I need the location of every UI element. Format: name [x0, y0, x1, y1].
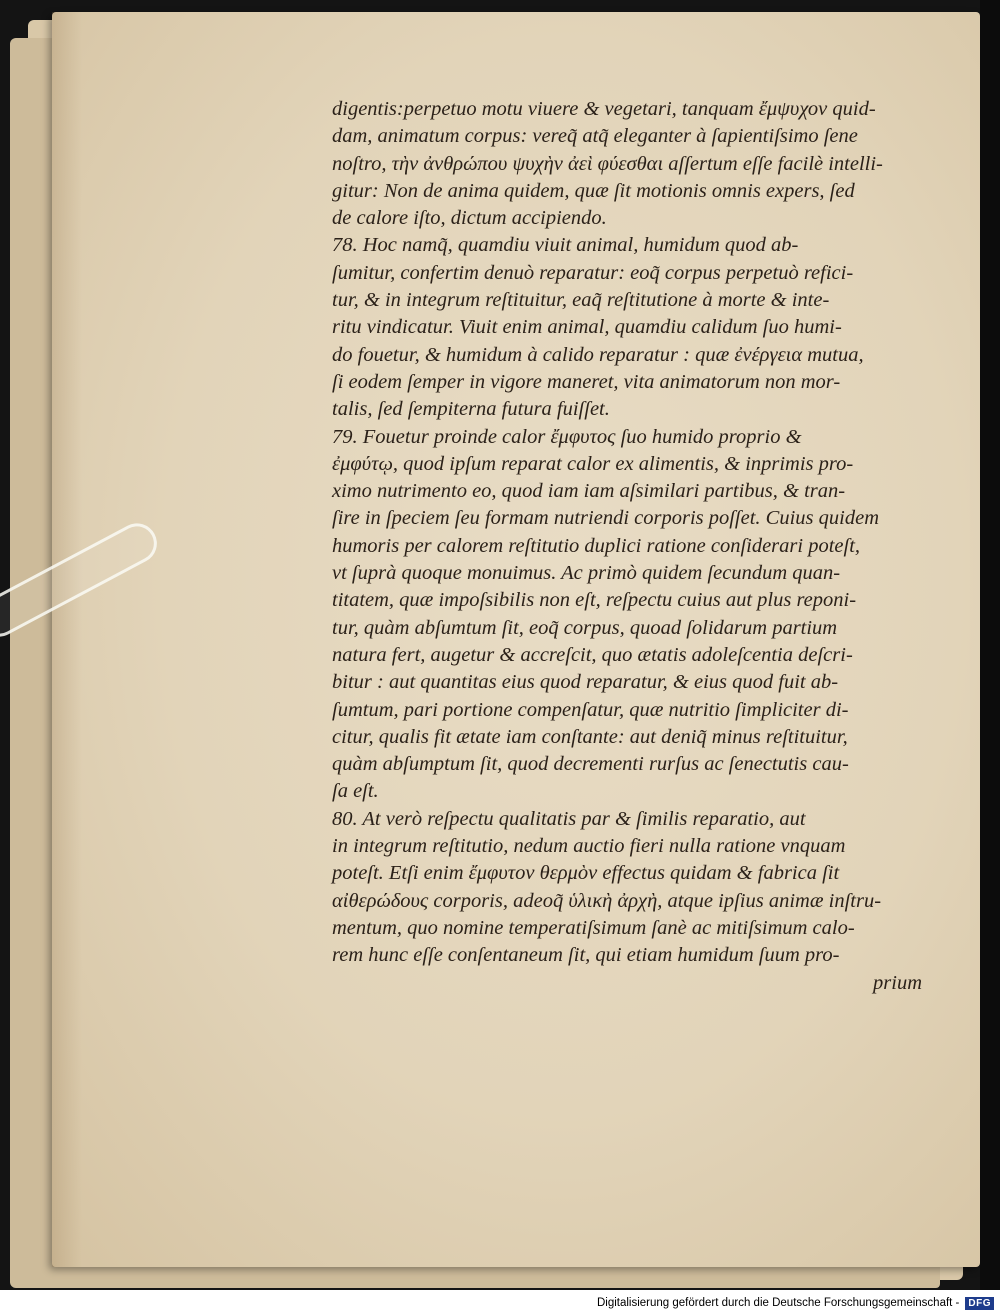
text-line: noſtro, τὴν ἀνθρώπου ψυχὴν ἀεὶ φύεσθαι aſſertum eſſe facilè intelli- — [332, 152, 883, 175]
text-line: 80. At verò reſpectu qualitatis par & ſimilis reparatio, aut — [332, 807, 806, 830]
text-line: citur, qualis fit ætate iam conſtante: aut deniq̃ minus reſtituitur, — [332, 725, 848, 748]
text-line: dam, animatum corpus: vereq̃ atq̃ eleganter à ſapientiſsimo ſene — [332, 125, 858, 148]
text-line: 78. Hoc namq̃, quamdiu viuit animal, humidum quod ab- — [332, 234, 799, 257]
text-line: humoris per calorem reſtitutio duplici ratione conſiderari poteſt, — [332, 534, 861, 557]
text-line: titatem, quæ impoſsibilis non eſt, reſpectu cuius aut plus reponi- — [332, 589, 857, 612]
catchword: prium — [873, 971, 922, 994]
text-line: digentis:perpetuo motu viuere & vegetari, tanquam ἔμψυχον quid- — [332, 98, 876, 120]
text-line: ritu vindicatur. Viuit enim animal, quamdiu calidum ſuo humi- — [332, 316, 842, 339]
text-line: do fouetur, & humidum à calido reparatur : quæ ἐνέργεια mutua, — [332, 343, 864, 366]
text-line: in integrum reſtitutio, nedum auctio fieri nulla ratione vnquam — [332, 835, 846, 858]
paragraph-78 — [332, 232, 922, 423]
text-line: talis, ſed ſempiterna futura fuiſſet. — [332, 398, 610, 421]
text-line: ſi eodem ſemper in vigore maneret, vita animatorum non mor- — [332, 370, 841, 393]
text-line: quàm abſumptum ſit, quod decrementi rurſus ac ſenectutis cau- — [332, 753, 849, 776]
text-line: de calore iſto, dictum accipiendo. — [332, 207, 607, 230]
text-line: natura fert, augetur & accreſcit, quo ætatis adoleſcentia deſcri- — [332, 643, 853, 666]
text-line: gitur: Non de anima quidem, quæ ſit motionis omnis expers, ſed — [332, 179, 855, 202]
scan-border — [980, 0, 1000, 1290]
paragraph-77-end — [332, 96, 922, 232]
text-line: ſire in ſpeciem ſeu formam nutriendi corporis poſſet. Cuius quidem — [332, 507, 879, 530]
text-line: bitur : aut quantitas eius quod reparatur, & eius quod fuit ab- — [332, 671, 839, 694]
text-line: ſumitur, confertim denuò reparatur: eoq̃ corpus perpetuò refici- — [332, 261, 854, 284]
text-line: 79. Fouetur proinde calor ἔμφυτος ſuo humido proprio & — [332, 425, 802, 448]
text-line: poteſt. Etſi enim ἔμφυτον θερμὸν effectus quidam & fabrica ſit — [332, 862, 840, 885]
paragraph-80 — [332, 806, 922, 997]
body-text — [332, 96, 922, 997]
credit-text: Digitalisierung gefördert durch die Deutsche Forschungsgemeinschaft - — [596, 1297, 960, 1309]
text-line: ſa eſt. — [332, 780, 379, 803]
text-line: mentum, quo nomine temperatiſsimum ſanè ac mitiſsimum calo- — [332, 916, 855, 939]
dfg-logo: DFG — [965, 1297, 994, 1310]
text-line: ximo nutrimento eo, quod iam iam aſsimilari partibus, & tran- — [332, 480, 846, 503]
paragraph-79 — [332, 424, 922, 806]
text-line: αἰθερώδους corporis, adeoq̃ ὑλικὴ ἀρχὴ, atque ipſius animæ inſtru- — [332, 889, 882, 912]
text-line: tur, & in integrum reſtituitur, eaq̃ reſtitutione à morte & inte- — [332, 289, 830, 312]
text-line: vt ſuprà quoque monuimus. Ac primò quidem ſecundum quan- — [332, 562, 841, 585]
page-edge-shadow — [52, 12, 82, 1267]
text-line: rem hunc eſſe conſentaneum ſit, qui etiam humidum ſuum pro- — [332, 944, 840, 967]
text-line: ἐμφύτῳ, quod ipſum reparat calor ex alimentis, & inprimis pro- — [332, 452, 854, 475]
text-line: ſumtum, pari portione compenſatur, quæ nutritio ſimpliciter di- — [332, 698, 849, 721]
text-line: tur, quàm abſumtum ſit, eoq̃ corpus, quoad ſolidarum partium — [332, 616, 838, 639]
digitization-credit — [0, 1294, 1000, 1312]
